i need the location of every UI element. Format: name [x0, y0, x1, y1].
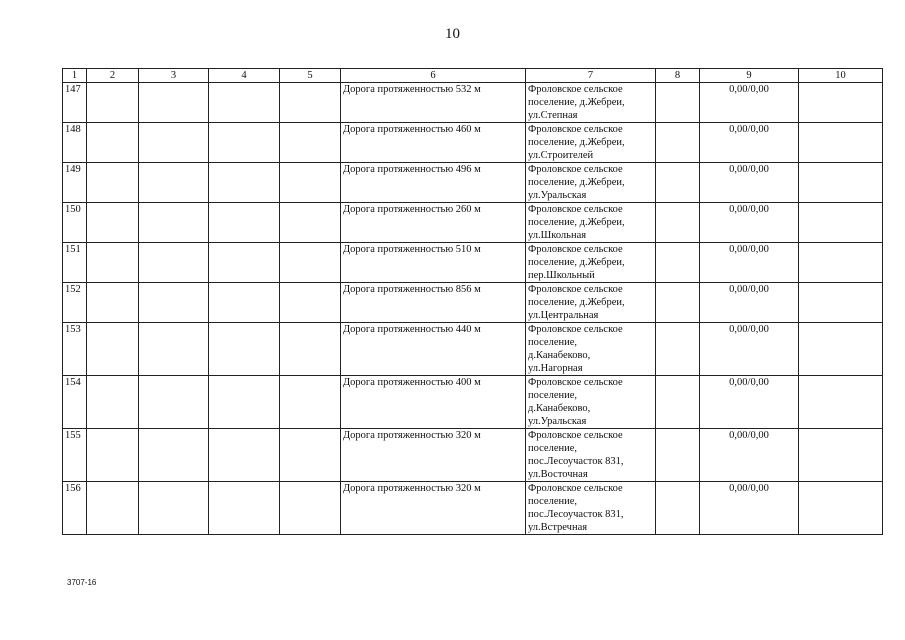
empty-cell: [799, 243, 883, 283]
empty-cell: [87, 283, 139, 323]
value-cell: 0,00/0,00: [700, 323, 799, 376]
empty-cell: [87, 429, 139, 482]
address-cell: [526, 243, 656, 283]
empty-cell: [280, 482, 341, 535]
empty-cell: [280, 243, 341, 283]
header-cell: 6: [341, 69, 526, 83]
empty-cell: [209, 163, 280, 203]
empty-cell: [656, 429, 700, 482]
header-cell: 7: [526, 69, 656, 83]
table-row: [63, 83, 883, 123]
table-row: [63, 163, 883, 203]
empty-cell: [280, 123, 341, 163]
address-line: ул.Центральная: [528, 310, 599, 321]
empty-cell: [87, 243, 139, 283]
object-name-cell: Дорога протяженностью 496 м: [341, 163, 526, 203]
address-line: Фроловское сельское: [528, 124, 623, 135]
address-line: поселение, д.Жебреи,: [528, 137, 625, 148]
address-line: ул.Степная: [528, 110, 578, 121]
empty-cell: [139, 243, 209, 283]
row-number-cell: 151: [63, 243, 87, 283]
address-cell: [526, 203, 656, 243]
empty-cell: [656, 203, 700, 243]
empty-cell: [799, 123, 883, 163]
address-line: пос.Лесоучасток 831,: [528, 509, 624, 520]
object-name-cell: Дорога протяженностью 856 м: [341, 283, 526, 323]
empty-cell: [799, 376, 883, 429]
address-line: Фроловское сельское: [528, 164, 623, 175]
header-cell: 8: [656, 69, 700, 83]
object-name-cell: Дорога протяженностью 460 м: [341, 123, 526, 163]
address-line: ул.Школьная: [528, 230, 587, 241]
address-line: Фроловское сельское: [528, 204, 623, 215]
table-row: [63, 376, 883, 429]
empty-cell: [87, 376, 139, 429]
header-cell: 9: [700, 69, 799, 83]
address-line: пер.Школьный: [528, 270, 595, 281]
table-row: [63, 283, 883, 323]
address-line: д.Канабеково,: [528, 350, 591, 361]
empty-cell: [799, 203, 883, 243]
address-cell: [526, 376, 656, 429]
value-cell: 0,00/0,00: [700, 376, 799, 429]
value-cell: 0,00/0,00: [700, 429, 799, 482]
address-line: поселение,: [528, 443, 578, 454]
empty-cell: [799, 83, 883, 123]
empty-cell: [209, 83, 280, 123]
empty-cell: [87, 482, 139, 535]
empty-cell: [280, 163, 341, 203]
empty-cell: [280, 203, 341, 243]
header-cell: 3: [139, 69, 209, 83]
value-cell: 0,00/0,00: [700, 163, 799, 203]
empty-cell: [799, 283, 883, 323]
value-cell: 0,00/0,00: [700, 283, 799, 323]
row-number-cell: 149: [63, 163, 87, 203]
empty-cell: [656, 163, 700, 203]
address-cell: [526, 83, 656, 123]
value-cell: 0,00/0,00: [700, 123, 799, 163]
address-line: ул.Уральская: [528, 416, 587, 427]
address-line: поселение,: [528, 390, 578, 401]
address-line: поселение, д.Жебреи,: [528, 257, 625, 268]
empty-cell: [139, 83, 209, 123]
empty-cell: [139, 283, 209, 323]
value-cell: 0,00/0,00: [700, 83, 799, 123]
page-number: 10: [445, 26, 460, 42]
empty-cell: [139, 163, 209, 203]
address-line: Фроловское сельское: [528, 284, 623, 295]
header-cell: 10: [799, 69, 883, 83]
address-cell: [526, 323, 656, 376]
address-cell: [526, 163, 656, 203]
empty-cell: [209, 203, 280, 243]
header-cell: 1: [63, 69, 87, 83]
address-cell: [526, 283, 656, 323]
empty-cell: [87, 83, 139, 123]
object-name-cell: Дорога протяженностью 510 м: [341, 243, 526, 283]
address-line: поселение, д.Жебреи,: [528, 177, 625, 188]
address-line: Фроловское сельское: [528, 244, 623, 255]
row-number-cell: 147: [63, 83, 87, 123]
empty-cell: [656, 323, 700, 376]
empty-cell: [87, 323, 139, 376]
registry-table: [62, 68, 883, 535]
object-name-cell: Дорога протяженностью 400 м: [341, 376, 526, 429]
address-line: д.Канабеково,: [528, 403, 591, 414]
empty-cell: [139, 323, 209, 376]
row-number-cell: 152: [63, 283, 87, 323]
empty-cell: [280, 323, 341, 376]
object-name-cell: Дорога протяженностью 260 м: [341, 203, 526, 243]
empty-cell: [87, 123, 139, 163]
empty-cell: [280, 83, 341, 123]
empty-cell: [799, 482, 883, 535]
footer-code: 3707-16: [67, 578, 97, 587]
empty-cell: [656, 83, 700, 123]
empty-cell: [87, 163, 139, 203]
address-line: поселение, д.Жебреи,: [528, 97, 625, 108]
empty-cell: [280, 376, 341, 429]
empty-cell: [139, 482, 209, 535]
header-row: [63, 69, 883, 83]
empty-cell: [656, 482, 700, 535]
row-number-cell: 156: [63, 482, 87, 535]
row-number-cell: 150: [63, 203, 87, 243]
object-name-cell: Дорога протяженностью 320 м: [341, 482, 526, 535]
empty-cell: [139, 376, 209, 429]
address-cell: [526, 482, 656, 535]
empty-cell: [799, 323, 883, 376]
empty-cell: [799, 163, 883, 203]
empty-cell: [139, 429, 209, 482]
address-line: пос.Лесоучасток 831,: [528, 456, 624, 467]
registry-body: [63, 83, 883, 535]
empty-cell: [280, 283, 341, 323]
address-line: поселение, д.Жебреи,: [528, 217, 625, 228]
table-row: [63, 203, 883, 243]
table-row: [63, 482, 883, 535]
table-row: [63, 323, 883, 376]
row-number-cell: 154: [63, 376, 87, 429]
value-cell: 0,00/0,00: [700, 203, 799, 243]
empty-cell: [139, 123, 209, 163]
header-cell: 5: [280, 69, 341, 83]
object-name-cell: Дорога протяженностью 532 м: [341, 83, 526, 123]
empty-cell: [656, 376, 700, 429]
empty-cell: [656, 123, 700, 163]
empty-cell: [799, 429, 883, 482]
row-number-cell: 148: [63, 123, 87, 163]
address-line: ул.Уральская: [528, 190, 587, 201]
empty-cell: [209, 482, 280, 535]
address-line: ул.Восточная: [528, 469, 588, 480]
value-cell: 0,00/0,00: [700, 243, 799, 283]
address-line: Фроловское сельское: [528, 324, 623, 335]
address-line: поселение,: [528, 337, 578, 348]
table-row: [63, 429, 883, 482]
header-cell: 2: [87, 69, 139, 83]
address-line: Фроловское сельское: [528, 430, 623, 441]
address-cell: [526, 123, 656, 163]
table-row: [63, 243, 883, 283]
empty-cell: [656, 283, 700, 323]
empty-cell: [209, 429, 280, 482]
address-line: ул.Встречная: [528, 522, 588, 533]
row-number-cell: 153: [63, 323, 87, 376]
empty-cell: [209, 243, 280, 283]
address-cell: [526, 429, 656, 482]
table-row: [63, 123, 883, 163]
empty-cell: [280, 429, 341, 482]
empty-cell: [209, 283, 280, 323]
address-line: Фроловское сельское: [528, 377, 623, 388]
address-line: Фроловское сельское: [528, 483, 623, 494]
address-line: Фроловское сельское: [528, 84, 623, 95]
empty-cell: [87, 203, 139, 243]
empty-cell: [209, 323, 280, 376]
object-name-cell: Дорога протяженностью 440 м: [341, 323, 526, 376]
empty-cell: [656, 243, 700, 283]
address-line: поселение,: [528, 496, 578, 507]
empty-cell: [139, 203, 209, 243]
address-line: поселение, д.Жебреи,: [528, 297, 625, 308]
header-cell: 4: [209, 69, 280, 83]
empty-cell: [209, 376, 280, 429]
row-number-cell: 155: [63, 429, 87, 482]
empty-cell: [209, 123, 280, 163]
address-line: ул.Нагорная: [528, 363, 583, 374]
object-name-cell: Дорога протяженностью 320 м: [341, 429, 526, 482]
value-cell: 0,00/0,00: [700, 482, 799, 535]
address-line: ул.Строителей: [528, 150, 594, 161]
